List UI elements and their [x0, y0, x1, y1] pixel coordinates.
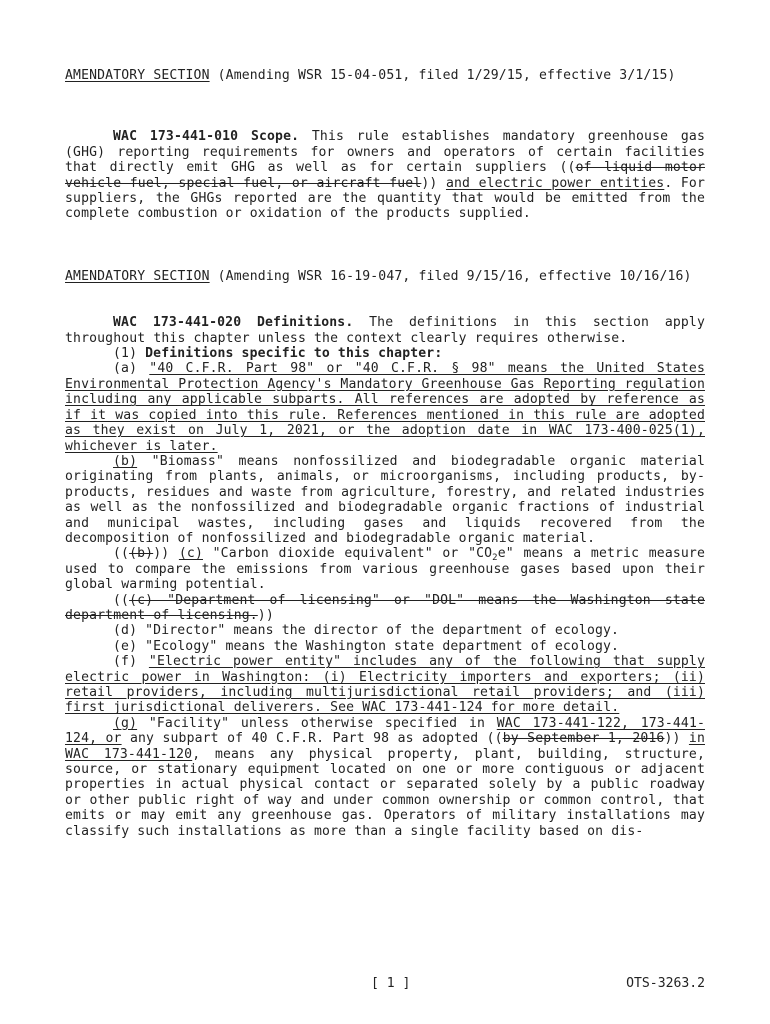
definition-d: (d) "Director" means the director of the department of ecology. — [113, 623, 620, 639]
inserted-text: "Electric power entity" includes any of the following that supply electric power in Washington: (i) Electricity importers and exporters; (ii) retail providers, including multijurisdictional retail providers; and (iii) first jurisdictional deliverers. See WAC 173-441-124 for more detail. — [65, 654, 705, 716]
definition-b: (b) "Biomass" means nonfossilized and biodegradable organic material originating from plants, animals, or microorganisms, including products, by-products, residues and waste from agriculture, forestry, and related industries as well as the nonfossilized and biodegradable organic fractions of industrial and municipal wastes, including gases and liquids recovered from the decomposition of nonfossilized and biodegradable organic material. — [65, 453, 705, 546]
deleted-text: of liquid motor vehicle fuel, special fuel, or aircraft fuel — [65, 160, 706, 191]
inserted-text: (c) — [178, 546, 203, 562]
page-footer — [65, 976, 705, 992]
scope-title: WAC 173-441-010 Scope. — [113, 129, 300, 145]
inserted-text: (g) — [113, 715, 138, 731]
section-header-2: AMENDATORY SECTION (Amending WSR 16-19-047, filed 9/15/16, effective 10/16/16) — [65, 268, 692, 284]
definition-f: (f) "Electric power entity" includes any of the following that supply electric power in Washington: (i) Electricity importers and exporters; (ii) retail providers, including multijurisdictional retail providers; and (iii) first jurisdictional deliverers. See WAC 173-441-124 for more detail. — [65, 654, 705, 716]
definitions-intro: WAC 173-441-020 Definitions. The definitions in this section apply throughout this chapter unless the context clearly requires otherwise. — [65, 315, 705, 346]
amendatory-label: AMENDATORY SECTION — [65, 268, 210, 284]
document-body — [65, 68, 705, 839]
deleted-text: (c) "Department of licensing" or "DOL" means the Washington state department of licensing. — [65, 592, 705, 623]
deleted-text: by September 1, 2016 — [502, 731, 665, 747]
inserted-text: in WAC 173-441-120 — [65, 731, 705, 762]
definition-e: (e) "Ecology" means the Washington state department of ecology. — [113, 638, 620, 654]
inserted-text: WAC 173-441-122, 173-441-124, or — [65, 715, 706, 747]
amendatory-label: AMENDATORY SECTION — [65, 68, 210, 83]
deleted-text: (b) — [129, 546, 154, 562]
definition-g: (g) "Facility" unless otherwise specified in WAC 173-441-122, 173-441-124, or any subpart of 40 C.F.R. Part 98 as adopted ((by September 1, 2016)) in WAC 173-441-120, means any physical property, plant, building, structure, source, or stationary equipment located on one or more contiguous or adjacent properties in actual physical contact or separated solely by a public roadway or other public right of way and under common ownership or common control, that emits or may emit any greenhouse gas. Operators of military installations may classify such installations as more than a single facility based on dis- — [65, 715, 706, 839]
section-header-1: AMENDATORY SECTION (Amending WSR 15-04-051, filed 1/29/15, effective 3/1/15) — [65, 68, 676, 83]
inserted-text: (b) — [113, 453, 138, 469]
definitions-title: WAC 173-441-020 Definitions. — [113, 315, 354, 331]
document-code: OTS-3263.2 — [626, 976, 705, 991]
inserted-text: "40 C.F.R. Part 98" or "40 C.F.R. § 98" means the United States Environmental Protection Agency's Mandatory Greenhouse Gas Reporting regulation including any applicable subparts. All references are adopted by reference as if it was copied into this rule. References mentioned in this rule are adopted as they exist on July 1, 2021, or the adoption date in WAC 173-400-025(1), whichever is later. — [65, 361, 705, 454]
scope-paragraph: WAC 173-441-010 Scope. This rule establishes mandatory greenhouse gas (GHG) reporting requirements for owners and operators of certain facilities that directly emit GHG as well as for certain suppliers ((of liquid motor vehicle fuel, special fuel, or aircraft fuel)) and electric power entities. For suppliers, the GHGs reported are the quantity that would be emitted from the complete combustion or oxidation of the products supplied. — [65, 129, 706, 222]
definition-1-heading: (1) Definitions specific to this chapter: — [113, 346, 443, 362]
page-number: [ 1 ] — [371, 976, 411, 991]
definition-a: (a) "40 C.F.R. Part 98" or "40 C.F.R. § 98" means the United States Environmental Protection Agency's Mandatory Greenhouse Gas Reporting regulation including any applicable subparts. All references are adopted by reference as if it was copied into this rule. References mentioned in this rule are adopted as they exist on July 1, 2021, or the adoption date in WAC 173-400-025(1), whichever is later. — [65, 361, 705, 454]
inserted-text: and electric power entities — [445, 175, 665, 191]
definition-c: (((b))) (c) "Carbon dioxide equivalent" or "$CO_2e$" means a metric measure used to compare the emissions from various greenhouse gases based upon their global warming potential. — [65, 546, 705, 593]
definition-deleted-dol: (((c) "Department of licensing" or "DOL" means the Washington state department of licensing.)) — [65, 592, 705, 623]
